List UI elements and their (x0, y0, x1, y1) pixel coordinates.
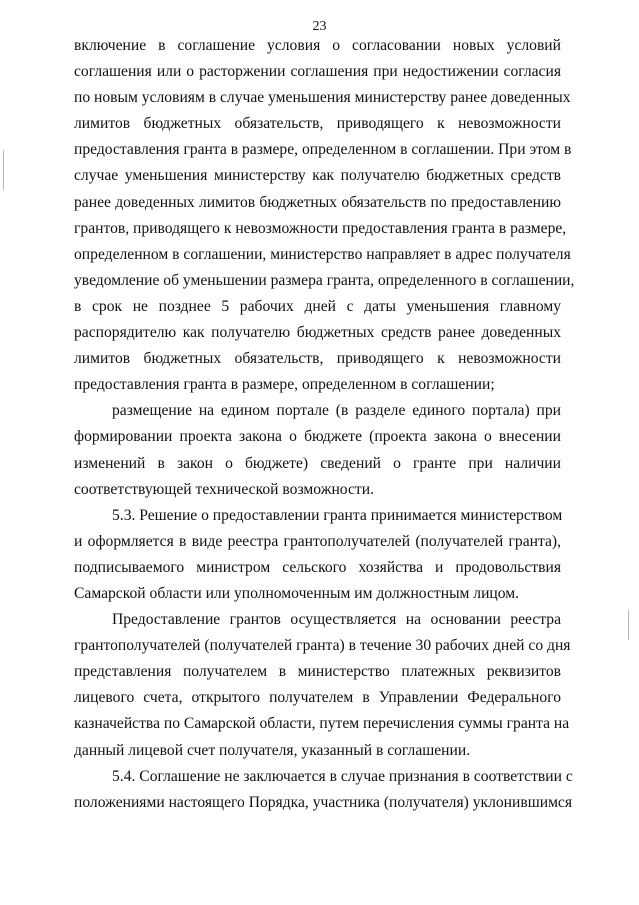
text-line: предоставления гранта в размере, определенном в соглашении. При этом в (74, 141, 572, 159)
paragraph-1 (74, 33, 575, 398)
text-line: подписываемого министром сельского хозяйства и продовольствия (74, 558, 561, 576)
text-line: по новым условиям в случае уменьшения министерству ранее доведенных (74, 89, 571, 107)
text-line: случае уменьшения министерству как получателю бюджетных средств (74, 167, 561, 185)
body-text (74, 33, 575, 816)
text-line: ранее доведенных лимитов бюджетных обязательств по предоставлению (74, 193, 561, 211)
text-line: и оформляется в виде реестра грантополучателей (получателей гранта), (74, 532, 561, 550)
text-line: включение в соглашение условия о согласовании новых условий (74, 37, 561, 54)
text-line: грантополучателей (получателей гранта) в течение 30 рабочих дней со дня (74, 637, 571, 655)
text-line: определенном в соглашении, министерство направляет в адрес получателя (74, 245, 571, 263)
text-line: распорядителю как получателю бюджетных средств ранее доведенных (74, 324, 561, 342)
text-line: Предоставление грантов осуществляется на основании реестра (112, 611, 561, 629)
scan-mark-left (3, 150, 4, 190)
text-line: 5.3. Решение о предоставлении гранта принимается министерством (112, 506, 563, 524)
text-line: формировании проекта закона о бюджете (проекта закона о внесении (74, 428, 561, 446)
text-line: казначейства по Самарской области, путем перечисления суммы гранта на (74, 715, 570, 733)
paragraph-4 (74, 607, 571, 764)
text-line: соответствующей технической возможности. (74, 480, 374, 498)
text-line: предоставления гранта в размере, определенном в соглашении; (74, 376, 495, 394)
text-line: 5.4. Соглашение не заключается в случае признания в соответствии с (112, 767, 573, 785)
text-line: Самарской области или уполномоченным им должностным лицом. (74, 584, 520, 602)
scan-mark-right (628, 610, 629, 640)
text-line: положениями настоящего Порядка, участника (получателя) уклонившимся (74, 793, 573, 811)
text-line: грантов, приводящего к невозможности предоставления гранта в размере, (74, 219, 567, 237)
paragraph-5 (74, 764, 573, 816)
text-line: изменений в закон о бюджете) сведений о гранте при наличии (74, 454, 561, 472)
paragraph-2 (74, 398, 561, 502)
text-line: в срок не позднее 5 рабочих дней с даты уменьшения главному (74, 297, 561, 315)
text-line: лимитов бюджетных обязательств, приводящего к невозможности (74, 115, 561, 133)
page-number: 23 (312, 19, 327, 34)
text-line: данный лицевой счет получателя, указанный в соглашении. (74, 741, 471, 759)
text-line: размещение на едином портале (в разделе единого портала) при (112, 402, 561, 420)
text-line: лицевого счета, открытого получателем в Управлении Федерального (74, 689, 561, 707)
text-line: лимитов бюджетных обязательств, приводящего к невозможности (74, 350, 561, 368)
paragraph-3 (74, 503, 561, 607)
text-line: представления получателем в министерство платежных реквизитов (74, 663, 561, 681)
text-line: уведомление об уменьшении размера гранта, определенного в соглашении, (74, 271, 575, 289)
text-line: соглашения или о расторжении соглашения при недостижении согласия (74, 63, 561, 81)
